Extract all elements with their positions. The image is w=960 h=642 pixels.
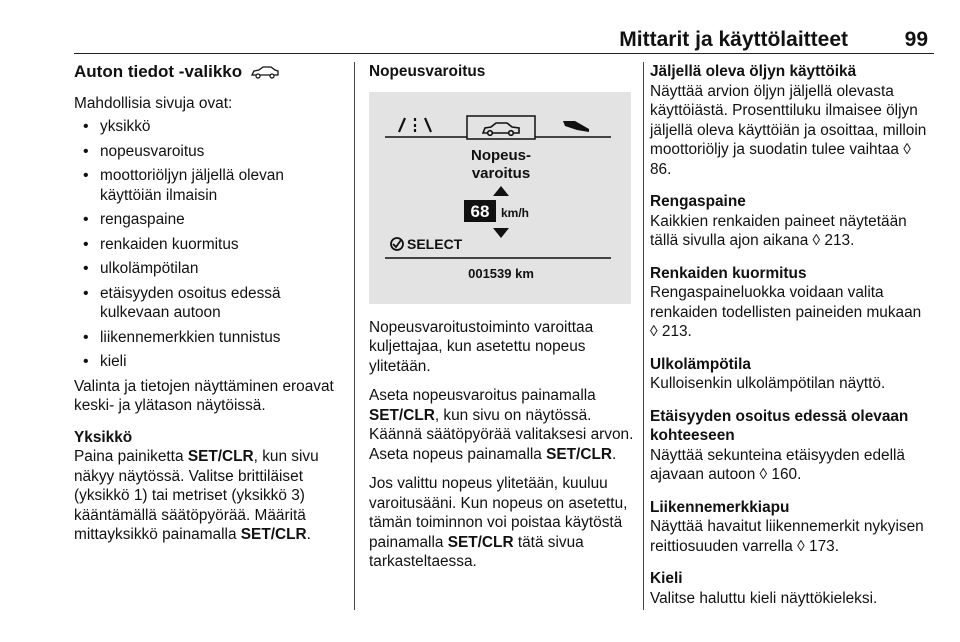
column-divider: [643, 62, 644, 610]
body-text: Aseta nopeusvaroitus painamalla SET/CLR, kun sivu on näytössä. Käännä säätöpyörää valitaksesi arvon. Aseta nopeus painamalla SET/CLR.: [369, 387, 634, 463]
tyre-pressure-section: [650, 192, 930, 251]
subheading: Jäljellä oleva öljyn käyttöikä: [650, 63, 857, 80]
select-label: SELECT: [407, 235, 463, 252]
language-section: [650, 569, 930, 608]
page-list: [74, 117, 346, 372]
subheading: Rengaspaine: [650, 193, 746, 210]
subheading: Ulkolämpötila: [650, 355, 751, 373]
body-text: Rengaspaineluokka voidaan valita renkaiden todellisten paineiden mukaan ◊ 213.: [650, 284, 922, 340]
subheading: Etäisyyden osoitus edessä olevaan kohteeseen: [650, 407, 909, 444]
outside-temp-section: [650, 355, 930, 394]
list-item: • yksikkö: [74, 117, 346, 137]
list-item: • moottoriöljyn jäljellä olevan käyttöiän ilmaisin: [74, 166, 346, 205]
body-text: Paina painiketta SET/CLR, kun sivu näkyy näytössä. Valitse brittiläiset (yksikkö 1) tai metriset (yksikkö 3) kääntämällä säätöpyörää. Määritä mittayksikkö painamalla SET/CLR.: [74, 448, 319, 543]
body-text: Näyttää havaitut liikennemerkit nykyisen reittiosuuden varrella ◊ 173.: [650, 518, 924, 555]
section-title: [74, 62, 346, 82]
chapter-title: Mittarit ja käyttölaitteet: [619, 28, 848, 51]
subheading: Renkaiden kuormitus: [650, 264, 807, 282]
body-text: Näyttää arvion öljyn jäljellä olevasta käyttöiästä. Prosenttiluku ilmaisee öljyn jäljellä oleva käyttöiän ja osoittaa, milloin moottoriöljy ja suodatin tulee vaihtaa ◊ 86.: [650, 82, 927, 178]
subheading: Nopeusvaroitus: [369, 63, 486, 80]
column-divider: [354, 62, 355, 610]
body-text: Jos valittu nopeus ylitetään, kuuluu varoitusääni. Kun nopeus on asetettu, tämän toiminnon voi poistaa käytöstä painamalla SET/CLR tätä sivua tarkasteltaessa.: [369, 475, 628, 570]
tyre-load-section: [650, 264, 930, 342]
body-text: Kulloisenkin ulkolämpötilan näyttö.: [650, 375, 886, 392]
arrow-down-icon: [493, 228, 509, 238]
list-item: • ulkolämpötilan: [74, 259, 346, 279]
speed-unit: km/h: [501, 205, 530, 220]
traffic-sign-section: [650, 498, 930, 557]
subheading: Liikennemerkkiapu: [650, 498, 790, 516]
subheading: Yksikkö: [74, 428, 133, 446]
section-title-text: Auton tiedot -valikko: [74, 62, 243, 81]
list-item: • renkaiden kuormitus: [74, 235, 346, 255]
lane-assist-icon: [399, 118, 431, 132]
list-item: • etäisyyden osoitus edessä kulkevaan autoon: [74, 284, 346, 323]
car-icon: [250, 65, 280, 79]
oil-life-section: [650, 62, 930, 179]
list-item: • rengaspaine: [74, 210, 346, 230]
instrument-display-illustration: [369, 92, 631, 304]
list-item: • kieli: [74, 352, 346, 372]
yksikko-section: [74, 428, 346, 545]
display-label-line2: varoitus: [471, 164, 531, 182]
check-icon: [391, 238, 403, 250]
body-text: Kaikkien renkaiden paineet näytetään tällä sivulla ajon aikana ◊ 213.: [650, 212, 907, 249]
selected-tab: [467, 116, 535, 139]
column-middle: [369, 62, 634, 582]
following-distance-section: [650, 407, 930, 485]
body-text: Valitse haluttu kieli näyttökieleksi.: [650, 589, 878, 607]
display-screen: [383, 114, 613, 284]
odometer: 001539 km: [468, 265, 534, 281]
page-header: [74, 0, 934, 54]
settings-icon: [563, 121, 589, 132]
body-text: Nopeusvaroitustoiminto varoittaa kuljettajaa, kun asetettu nopeus ylitetään.: [369, 318, 594, 375]
arrow-up-icon: [493, 186, 509, 196]
subheading: Kieli: [650, 570, 683, 587]
list-item: • liikennemerkkien tunnistus: [74, 328, 346, 348]
intro-text: Mahdollisia sivuja ovat:: [74, 94, 233, 112]
list-item: • nopeusvaroitus: [74, 142, 346, 162]
page-number: 99: [904, 28, 928, 51]
column-right: [650, 62, 930, 618]
speed-value: 68: [470, 201, 490, 221]
body-text: Näyttää sekunteina etäisyyden edellä ajavaan autoon ◊ 160.: [650, 446, 905, 483]
column-left: [74, 62, 346, 545]
note-text: Valinta ja tietojen näyttäminen eroavat keski- ja ylätason näytöissä.: [74, 377, 334, 414]
display-label-line1: Nopeus-: [471, 146, 531, 164]
